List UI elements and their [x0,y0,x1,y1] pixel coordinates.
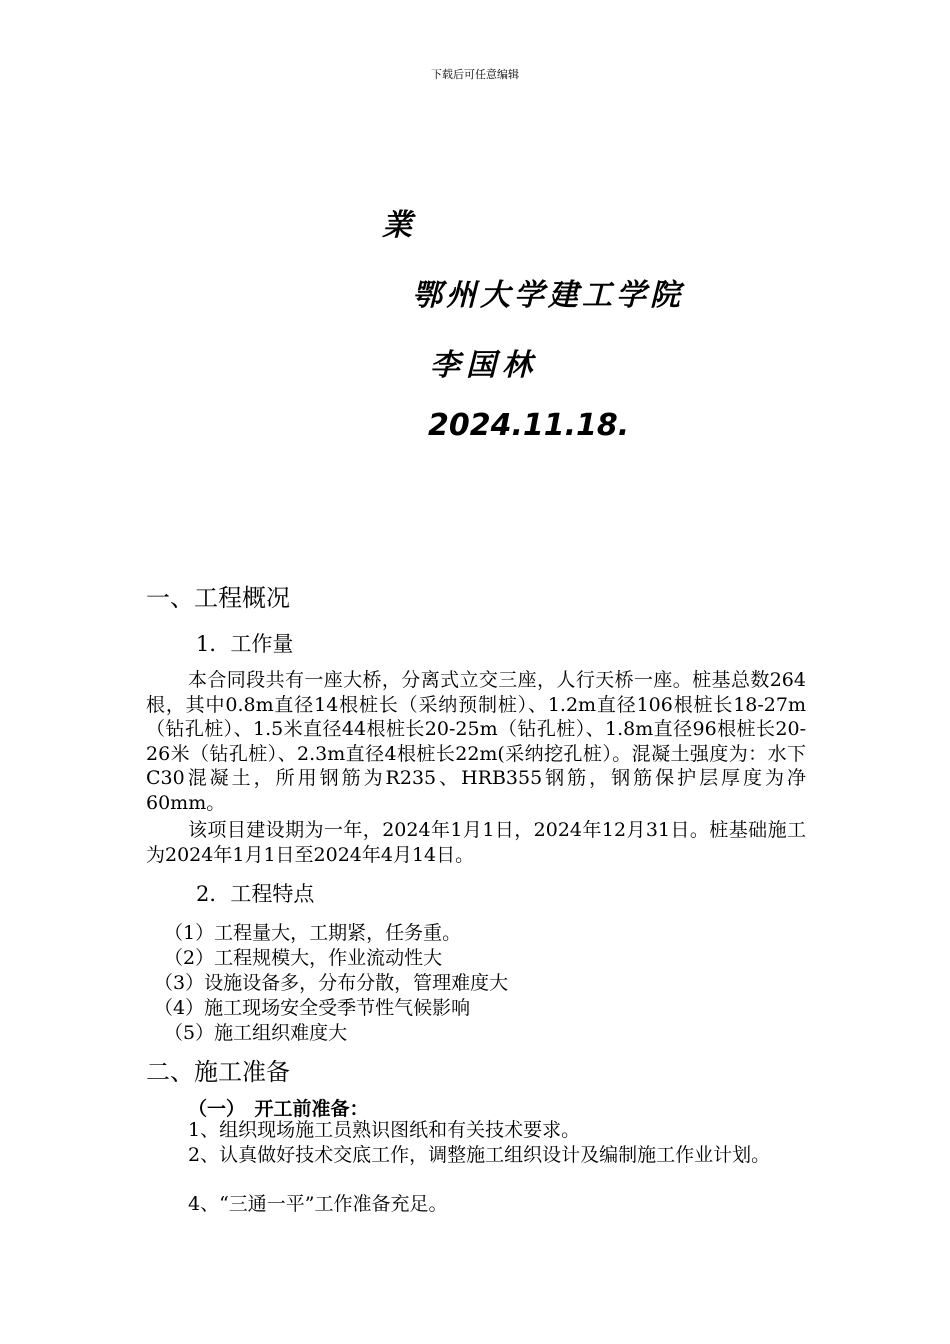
prep-item-4: 4、“三通一平”工作准备充足。 [188,1193,448,1215]
section-2-title: 二、施工准备 [146,1058,290,1086]
subsection-2-1-title: （一） 开工前准备： [188,1098,369,1120]
prep-item-2: 2、认真做好技术交底工作，调整施工组织设计及编制施工作业计划。 [188,1144,771,1166]
cover-author: 李国林 [430,348,538,383]
cover-fragment: 業 [382,208,412,243]
schedule-paragraph: 该项目建设期为一年，2024年1月1日，2024年12月31日。桩基础施工为2024年1月1日至2024年4月14日。 [146,819,806,866]
page-header-note: 下载后可任意编辑 [431,68,519,81]
feature-item: （3）设施设备多，分布分散，管理难度大 [154,972,509,994]
feature-item: （5）施工组织难度大 [164,1022,348,1044]
prep-item-1: 1、组织现场施工员熟识图纸和有关技术要求。 [188,1119,581,1141]
feature-item: （1）工程量大，工期紧，任务重。 [164,922,462,944]
subsection-1-2-title: 2．工程特点 [196,882,315,906]
section-1-title: 一、工程概况 [146,584,290,612]
feature-item: （2）工程规模大，作业流动性大 [164,947,443,969]
cover-school: 鄂州大学建工学院 [412,278,684,313]
cover-date: 2024.11.18. [428,408,630,443]
feature-item: （4）施工现场安全受季节性气候影响 [154,997,471,1019]
subsection-1-1-title: 1．工作量 [196,632,294,656]
workload-paragraph: 本合同段共有一座大桥，分离式立交三座，人行天桥一座。桩基总数264根，其中0.8m直径14根桩长（采纳预制桩）、1.2m直径106根桩长18-27m（钻孔桩）、1.5米直径44根桩长20-25m（钻孔桩）、1.8m直径96根桩长20-26米（钻孔桩）、2.3m直径4根桩长22m(采纳挖孔桩）。混凝土强度为：水下C30混凝土，所用钢筋为R235、HRB355钢筋，钢筋保护层厚度为净60mm。 [146,669,806,814]
